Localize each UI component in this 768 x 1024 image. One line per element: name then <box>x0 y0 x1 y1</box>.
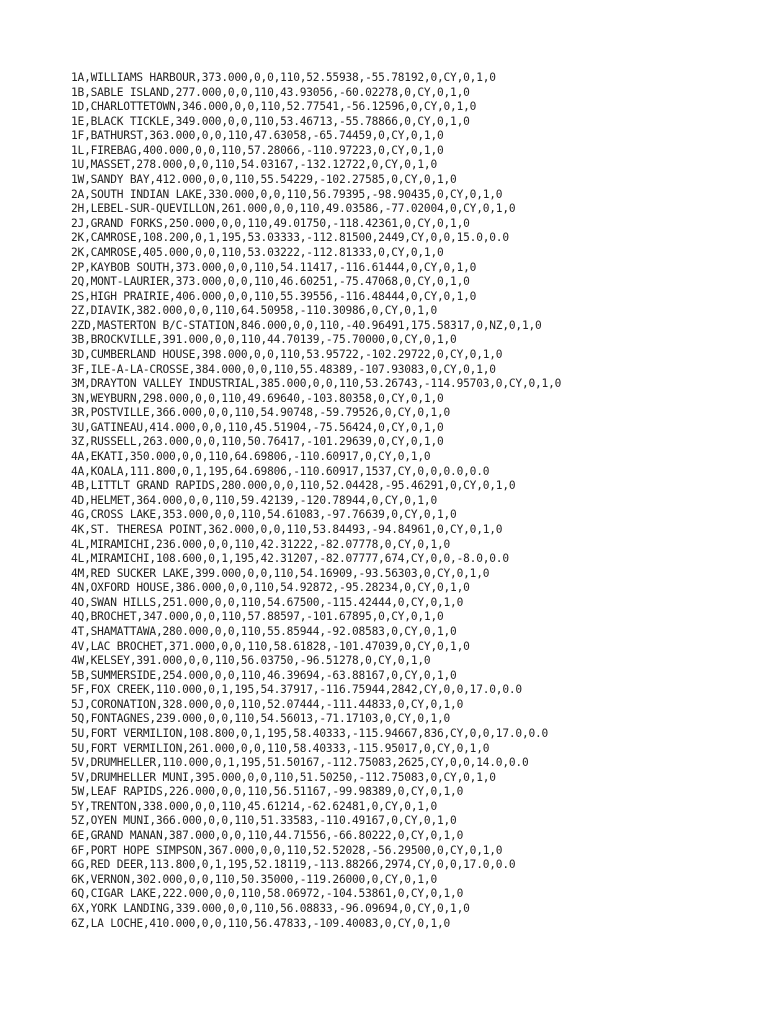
record-list <box>71 71 751 931</box>
record-line: 6Q,CIGAR LAKE,222.000,0,0,110,58.06972,-104.53861,0,CY,0,1,0 <box>71 887 464 901</box>
record-line: 2K,CAMROSE,108.200,0,1,195,53.03333,-112.81500,2449,CY,0,0,15.0,0.0 <box>71 231 509 245</box>
record-line: 5F,FOX CREEK,110.000,0,1,195,54.37917,-116.75944,2842,CY,0,0,17.0,0.0 <box>71 683 522 697</box>
record-line: 4N,OXFORD HOUSE,386.000,0,0,110,54.92872,-95.28234,0,CY,0,1,0 <box>71 581 470 595</box>
record-line: 5J,CORONATION,328.000,0,0,110,52.07444,-111.44833,0,CY,0,1,0 <box>71 697 464 711</box>
record-line: 4B,LITTLT GRAND RAPIDS,280.000,0,0,110,52.04428,-95.46291,0,CY,0,1,0 <box>71 479 516 493</box>
record-line: 5Z,OYEN MUNI,366.000,0,0,110,51.33583,-110.49167,0,CY,0,1,0 <box>71 814 457 828</box>
record-line: 4A,EKATI,350.000,0,0,110,64.69806,-110.60917,0,CY,0,1,0 <box>71 450 431 464</box>
record-line: 5Y,TRENTON,338.000,0,0,110,45.61214,-62.62481,0,CY,0,1,0 <box>71 799 437 813</box>
record-line: 2Q,MONT-LAURIER,373.000,0,0,110,46.60251,-75.47068,0,CY,0,1,0 <box>71 275 470 289</box>
record-line: 5B,SUMMERSIDE,254.000,0,0,110,46.39694,-63.88167,0,CY,0,1,0 <box>71 668 457 682</box>
record-line: 1U,MASSET,278.000,0,0,110,54.03167,-132.12722,0,CY,0,1,0 <box>71 158 437 172</box>
record-line: 3M,DRAYTON VALLEY INDUSTRIAL,385.000,0,0,110,53.26743,-114.95703,0,CY,0,1,0 <box>71 377 562 391</box>
record-line: 2Z,DIAVIK,382.000,0,0,110,64.50958,-110.30986,0,CY,0,1,0 <box>71 304 437 318</box>
record-line: 5W,LEAF RAPIDS,226.000,0,0,110,56.51167,-99.98389,0,CY,0,1,0 <box>71 785 464 799</box>
record-line: 4A,KOALA,111.800,0,1,195,64.69806,-110.60917,1537,CY,0,0,0.0,0.0 <box>71 464 490 478</box>
record-line: 2A,SOUTH INDIAN LAKE,330.000,0,0,110,56.79395,-98.90435,0,CY,0,1,0 <box>71 187 503 201</box>
record-line: 5V,DRUMHELLER,110.000,0,1,195,51.50167,-112.75083,2625,CY,0,0,14.0,0.0 <box>71 756 529 770</box>
record-line: 6F,PORT HOPE SIMPSON,367.000,0,0,110,52.52028,-56.29500,0,CY,0,1,0 <box>71 843 503 857</box>
record-line: 3U,GATINEAU,414.000,0,0,110,45.51904,-75.56424,0,CY,0,1,0 <box>71 420 444 434</box>
record-line: 6G,RED DEER,113.800,0,1,195,52.18119,-113.88266,2974,CY,0,0,17.0,0.0 <box>71 858 516 872</box>
record-line: 6E,GRAND MANAN,387.000,0,0,110,44.71556,-66.80222,0,CY,0,1,0 <box>71 829 464 843</box>
record-line: 2ZD,MASTERTON B/C-STATION,846.000,0,0,110,-40.96491,175.58317,0,NZ,0,1,0 <box>71 318 542 332</box>
record-line: 5U,FORT VERMILION,108.800,0,1,195,58.40333,-115.94667,836,CY,0,0,17.0,0.0 <box>71 727 549 741</box>
record-line: 4T,SHAMATTAWA,280.000,0,0,110,55.85944,-92.08583,0,CY,0,1,0 <box>71 624 457 638</box>
record-line: 4V,LAC BROCHET,371.000,0,0,110,58.61828,-101.47039,0,CY,0,1,0 <box>71 639 470 653</box>
record-line: 4O,SWAN HILLS,251.000,0,0,110,54.67500,-115.42444,0,CY,0,1,0 <box>71 595 464 609</box>
record-line: 6K,VERNON,302.000,0,0,110,50.35000,-119.26000,0,CY,0,1,0 <box>71 872 437 886</box>
record-line: 4L,MIRAMICHI,108.600,0,1,195,42.31207,-82.07777,674,CY,0,0,-8.0,0.0 <box>71 552 509 566</box>
record-line: 5U,FORT VERMILION,261.000,0,0,110,58.40333,-115.95017,0,CY,0,1,0 <box>71 741 490 755</box>
record-line: 5V,DRUMHELLER MUNI,395.000,0,0,110,51.50250,-112.75083,0,CY,0,1,0 <box>71 770 496 784</box>
record-line: 1L,FIREBAG,400.000,0,0,110,57.28066,-110.97223,0,CY,0,1,0 <box>71 143 444 157</box>
record-line: 1W,SANDY BAY,412.000,0,0,110,55.54229,-102.27585,0,CY,0,1,0 <box>71 173 457 187</box>
record-line: 1D,CHARLOTTETOWN,346.000,0,0,110,52.77541,-56.12596,0,CY,0,1,0 <box>71 100 477 114</box>
record-line: 3B,BROCKVILLE,391.000,0,0,110,44.70139,-75.70000,0,CY,0,1,0 <box>71 333 457 347</box>
record-line: 3F,ILE-A-LA-CROSSE,384.000,0,0,110,55.48389,-107.93083,0,CY,0,1,0 <box>71 362 496 376</box>
record-line: 5Q,FONTAGNES,239.000,0,0,110,54.56013,-71.17103,0,CY,0,1,0 <box>71 712 451 726</box>
record-line: 3R,POSTVILLE,366.000,0,0,110,54.90748,-59.79526,0,CY,0,1,0 <box>71 406 451 420</box>
record-line: 3N,WEYBURN,298.000,0,0,110,49.69640,-103.80358,0,CY,0,1,0 <box>71 391 444 405</box>
record-line: 2K,CAMROSE,405.000,0,0,110,53.03222,-112.81333,0,CY,0,1,0 <box>71 245 444 259</box>
record-line: 4Q,BROCHET,347.000,0,0,110,57.88597,-101.67895,0,CY,0,1,0 <box>71 610 444 624</box>
record-line: 1E,BLACK TICKLE,349.000,0,0,110,53.46713,-55.78866,0,CY,0,1,0 <box>71 114 470 128</box>
record-line: 3Z,RUSSELL,263.000,0,0,110,50.76417,-101.29639,0,CY,0,1,0 <box>71 435 444 449</box>
record-line: 1F,BATHURST,363.000,0,0,110,47.63058,-65.74459,0,CY,0,1,0 <box>71 129 444 143</box>
record-line: 4L,MIRAMICHI,236.000,0,0,110,42.31222,-82.07778,0,CY,0,1,0 <box>71 537 451 551</box>
record-line: 4M,RED SUCKER LAKE,399.000,0,0,110,54.16909,-93.56303,0,CY,0,1,0 <box>71 566 490 580</box>
record-line: 6X,YORK LANDING,339.000,0,0,110,56.08833,-96.09694,0,CY,0,1,0 <box>71 901 470 915</box>
record-line: 4G,CROSS LAKE,353.000,0,0,110,54.61083,-97.76639,0,CY,0,1,0 <box>71 508 457 522</box>
record-line: 2P,KAYBOB SOUTH,373.000,0,0,110,54.11417,-116.61444,0,CY,0,1,0 <box>71 260 477 274</box>
record-line: 4D,HELMET,364.000,0,0,110,59.42139,-120.78944,0,CY,0,1,0 <box>71 493 437 507</box>
record-line: 2J,GRAND FORKS,250.000,0,0,110,49.01750,-118.42361,0,CY,0,1,0 <box>71 216 470 230</box>
record-line: 4K,ST. THERESA POINT,362.000,0,0,110,53.84493,-94.84961,0,CY,0,1,0 <box>71 522 503 536</box>
record-line: 1A,WILLIAMS HARBOUR,373.000,0,0,110,52.55938,-55.78192,0,CY,0,1,0 <box>71 71 496 84</box>
record-line: 6Z,LA LOCHE,410.000,0,0,110,56.47833,-109.40083,0,CY,0,1,0 <box>71 916 451 930</box>
record-line: 1B,SABLE ISLAND,277.000,0,0,110,43.93056,-60.02278,0,CY,0,1,0 <box>71 85 470 99</box>
record-line: 4W,KELSEY,391.000,0,0,110,56.03750,-96.51278,0,CY,0,1,0 <box>71 654 431 668</box>
record-line: 3D,CUMBERLAND HOUSE,398.000,0,0,110,53.95722,-102.29722,0,CY,0,1,0 <box>71 347 503 361</box>
record-line: 2S,HIGH PRAIRIE,406.000,0,0,110,55.39556,-116.48444,0,CY,0,1,0 <box>71 289 477 303</box>
record-line: 2H,LEBEL-SUR-QUEVILLON,261.000,0,0,110,49.03586,-77.02004,0,CY,0,1,0 <box>71 202 516 216</box>
